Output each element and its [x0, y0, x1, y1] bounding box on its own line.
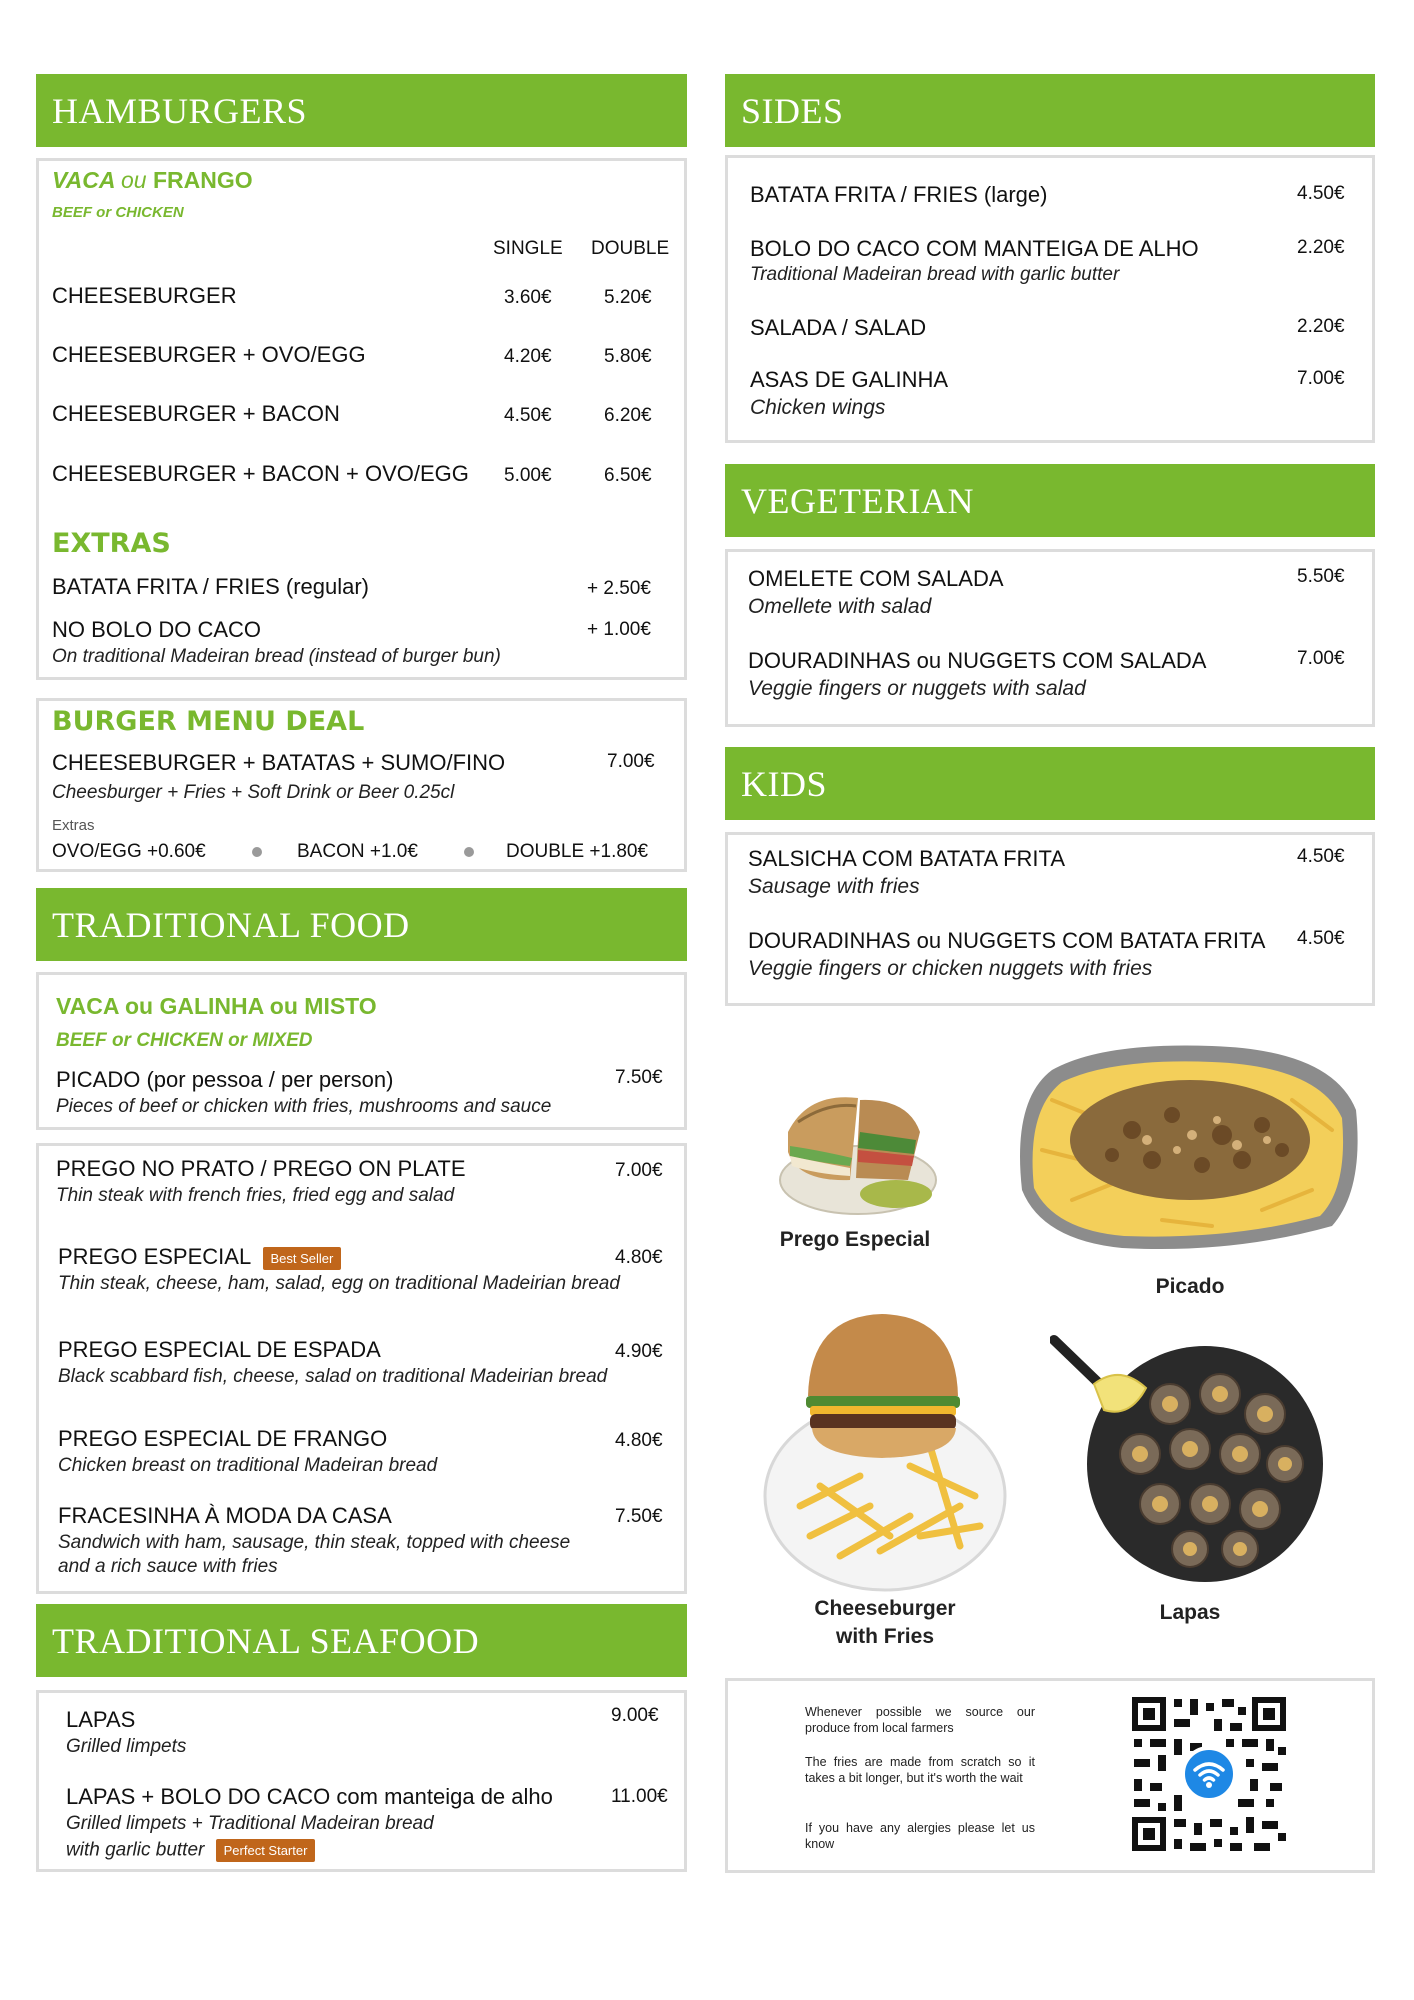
- menu-item-price: 2.20€: [1297, 316, 1345, 337]
- menu-item-desc: Grilled limpets + Traditional Madeiran bread: [66, 1813, 434, 1834]
- extras-title: EXTRAS: [52, 528, 171, 559]
- deal-extra: BACON +1.0€: [297, 841, 418, 862]
- menu-item-desc: and a rich sauce with fries: [58, 1556, 278, 1577]
- menu-item-price: 4.80€: [615, 1247, 663, 1268]
- menu-item-desc: Omellete with salad: [748, 595, 932, 618]
- picado-price: 7.50€: [615, 1067, 663, 1088]
- burger-single-price: 4.50€: [504, 405, 552, 426]
- traditional-subtitle: VACA ou GALINHA ou MISTO: [56, 993, 377, 1019]
- prego-caption: Prego Especial: [779, 1228, 931, 1251]
- wifi-icon: [1190, 1755, 1228, 1793]
- picado-caption: Picado: [1155, 1275, 1225, 1298]
- hamburgers-header: HAMBURGERS: [36, 74, 687, 147]
- lapas-caption: Lapas: [1159, 1601, 1221, 1624]
- col-single-label: SINGLE: [493, 238, 563, 259]
- menu-item-name: PREGO NO PRATO / PREGO ON PLATE: [56, 1156, 466, 1181]
- menu-item-price: 5.50€: [1297, 566, 1345, 587]
- burger-name: CHEESEBURGER + BACON: [52, 401, 340, 426]
- menu-item-name: DOURADINHAS ou NUGGETS COM BATATA FRITA: [748, 928, 1266, 953]
- menu-item-name: FRACESINHA À MODA DA CASA: [58, 1503, 392, 1528]
- cheeseburger-caption-2: with Fries: [835, 1625, 935, 1648]
- menu-item-name: ASAS DE GALINHA: [750, 367, 949, 392]
- traditional-subtitle-en: BEEF or CHICKEN or MIXED: [56, 1030, 313, 1051]
- burger-double-price: 6.50€: [604, 465, 652, 486]
- menu-item-price: 7.00€: [615, 1160, 663, 1181]
- deal-price: 7.00€: [607, 751, 655, 772]
- menu-item-price: 9.00€: [611, 1705, 659, 1726]
- deal-extras-label: Extras: [52, 817, 95, 834]
- best-seller-badge: Best Seller: [263, 1247, 342, 1270]
- menu-item-price: 7.00€: [1297, 368, 1345, 389]
- menu-item-price: 4.80€: [615, 1430, 663, 1451]
- menu-item-name: BATATA FRITA / FRIES (large): [750, 182, 1048, 207]
- burger-single-price: 5.00€: [504, 465, 552, 486]
- menu-item-name: LAPAS: [66, 1707, 136, 1732]
- burger-name: CHEESEBURGER + BACON + OVO/EGG: [52, 461, 469, 486]
- hamburgers-subtitle-en: BEEF or CHICKEN: [52, 204, 184, 221]
- menu-item-name: DOURADINHAS ou NUGGETS COM SALADA: [748, 648, 1207, 673]
- menu-item-price: 7.00€: [1297, 648, 1345, 669]
- deal-extra: OVO/EGG +0.60€: [52, 841, 206, 862]
- menu-item-price: 4.50€: [1297, 846, 1345, 867]
- menu-item-desc: Thin steak, cheese, ham, salad, egg on traditional Madeirian bread: [58, 1273, 620, 1294]
- menu-item-desc: Sausage with fries: [748, 875, 920, 898]
- deal-title: BURGER MENU DEAL: [52, 706, 365, 737]
- deal-extra: DOUBLE +1.80€: [506, 841, 649, 862]
- menu-item-desc: Veggie fingers or nuggets with salad: [748, 677, 1086, 700]
- menu-item-price: 4.50€: [1297, 183, 1345, 204]
- prego-especial-photo: [768, 1062, 938, 1224]
- menu-item-name: SALSICHA COM BATATA FRITA: [748, 846, 1066, 871]
- extra-price: + 2.50€: [587, 578, 651, 599]
- seafood-header: TRADITIONAL SEAFOOD: [36, 1604, 687, 1677]
- hamburgers-subtitle: VACA ou FRANGO: [52, 167, 253, 193]
- traditional-header: TRADITIONAL FOOD: [36, 888, 687, 961]
- burger-double-price: 6.20€: [604, 405, 652, 426]
- menu-item-name: OMELETE COM SALADA: [748, 566, 1004, 591]
- cheeseburger-caption-1: Cheeseburger: [814, 1597, 956, 1620]
- menu-item-desc: Chicken wings: [750, 396, 886, 419]
- menu-item-name: PREGO ESPECIAL Best Seller: [58, 1244, 341, 1270]
- burger-double-price: 5.20€: [604, 287, 652, 308]
- menu-item-name: PREGO ESPECIAL DE FRANGO: [58, 1426, 388, 1451]
- info-local-farmers: Whenever possible we source our produce from local farmers: [805, 1705, 1035, 1735]
- perfect-starter-badge: Perfect Starter: [216, 1839, 316, 1862]
- picado-desc: Pieces of beef or chicken with fries, mushrooms and sauce: [56, 1096, 552, 1117]
- menu-item-price: 4.50€: [1297, 928, 1345, 949]
- menu-item-name: PREGO ESPECIAL DE ESPADA: [58, 1337, 381, 1362]
- picado-name: PICADO (por pessoa / per person): [56, 1067, 394, 1092]
- burger-name: CHEESEBURGER + OVO/EGG: [52, 342, 366, 367]
- separator-dot: [464, 847, 474, 857]
- menu-item-desc: Thin steak with french fries, fried egg and salad: [56, 1185, 455, 1206]
- lapas-photo: [1050, 1334, 1330, 1584]
- menu-item-desc: Veggie fingers or chicken nuggets with fries: [748, 957, 1153, 980]
- deal-desc: Cheesburger + Fries + Soft Drink or Beer 0.25cl: [52, 782, 455, 803]
- picado-photo: [1012, 1040, 1364, 1254]
- sides-header: SIDES: [725, 74, 1375, 147]
- cheeseburger-photo: [760, 1306, 1010, 1596]
- kids-header: KIDS: [725, 747, 1375, 820]
- separator-dot: [252, 847, 262, 857]
- menu-item-price: 7.50€: [615, 1506, 663, 1527]
- menu-item-desc: Traditional Madeiran bread with garlic butter: [750, 264, 1120, 285]
- menu-item-price: 11.00€: [611, 1786, 668, 1807]
- extra-desc: On traditional Madeiran bread (instead of burger bun): [52, 646, 501, 667]
- extra-name: BATATA FRITA / FRIES (regular): [52, 574, 370, 599]
- vegetarian-header: VEGETERIAN: [725, 464, 1375, 537]
- info-allergies: If you have any alergies please let us know: [805, 1821, 1035, 1851]
- extra-price: + 1.00€: [587, 619, 651, 640]
- menu-item-price: 4.90€: [615, 1341, 663, 1362]
- deal-name: CHEESEBURGER + BATATAS + SUMO/FINO: [52, 750, 506, 775]
- menu-item-price: 2.20€: [1297, 237, 1345, 258]
- menu-item-name: LAPAS + BOLO DO CACO com manteiga de alho: [66, 1784, 553, 1809]
- menu-item-desc: Black scabbard fish, cheese, salad on traditional Madeirian bread: [58, 1366, 608, 1387]
- col-double-label: DOUBLE: [591, 238, 670, 259]
- menu-item-name: BOLO DO CACO COM MANTEIGA DE ALHO: [750, 236, 1199, 261]
- menu-item-desc: Grilled limpets: [66, 1736, 187, 1757]
- menu-item-name: SALADA / SALAD: [750, 315, 927, 340]
- menu-item-desc: Sandwich with ham, sausage, thin steak, topped with cheese: [58, 1532, 571, 1553]
- menu-item-desc: Chicken breast on traditional Madeiran bread: [58, 1455, 438, 1476]
- burger-double-price: 5.80€: [604, 346, 652, 367]
- menu-item-desc: with garlic butter Perfect Starter: [66, 1839, 315, 1862]
- extra-name: NO BOLO DO CACO: [52, 617, 262, 642]
- info-fries: The fries are made from scratch so it takes a bit longer, but it's worth the wait: [805, 1755, 1035, 1785]
- burger-single-price: 3.60€: [504, 287, 552, 308]
- burger-name: CHEESEBURGER: [52, 283, 237, 308]
- burger-single-price: 4.20€: [504, 346, 552, 367]
